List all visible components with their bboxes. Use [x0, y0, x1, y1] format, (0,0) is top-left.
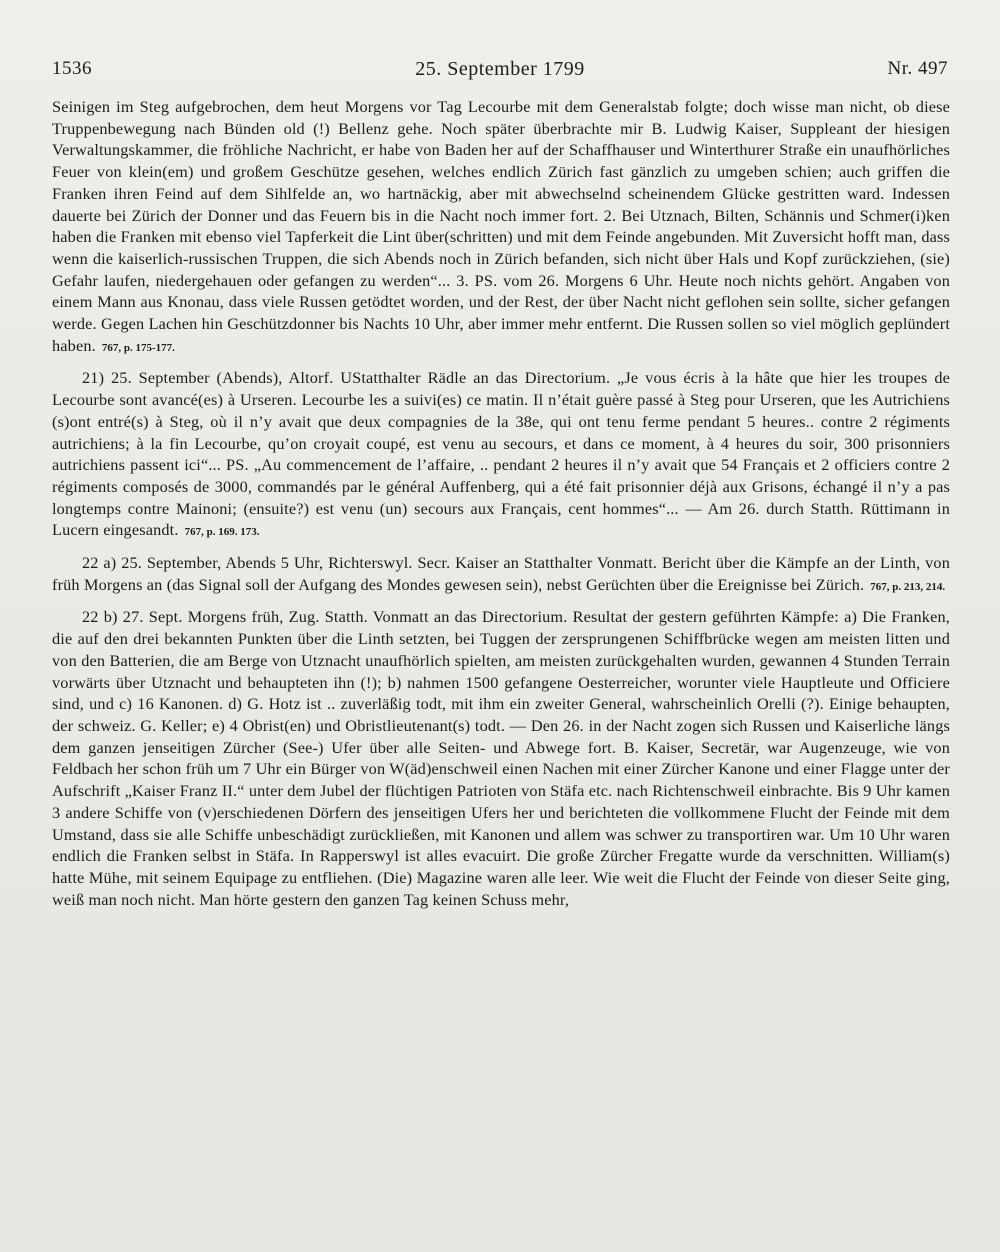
- entry-21: [52, 367, 950, 544]
- entry-text: 21) 25. September (Abends), Altorf. UStatthalter Rädle an das Directorium. „Je vous écris à la hâte que hier les troupes de Lecourbe sont avancé(es) à Urseren. Lecourbe les a suivi(es) ce matin. Il n’était guère passé à Steg pour Urseren, que les Autrichiens (s)ont entré(s) à Steg, où il n’y avait que deux compagnies de la 38e, qui ont tenu ferme pendant 5 heures.. contre 2 régiments autrichiens; à la fin Lecourbe, qu’on croyait coupé, est venu au secours, et dans ce moment, à 4 heures du soir, 300 prisonniers autrichiens passent ici“... PS. „Au commencement de l’affaire, .. pendant 2 heures il n’y avait que 54 Français et 2 officiers contre 2 régiments composés de 3000, commandés par le général Auffenberg, qui a été fait prisonnier déjà aux Grisons, échangé il n’y a pas longtemps contre Mainoni; (ensuite?) est venu (un) secours aux Français, cent hommes“... — Am 26. durch Statth. Rüttimann in Lucern eingesandt.: [52, 368, 950, 540]
- entry-22b: [52, 606, 950, 910]
- header-date: 25. September 1799: [415, 58, 585, 80]
- archive-reference: 767, p. 213, 214.: [870, 580, 946, 593]
- archive-reference: 767, p. 169. 173.: [184, 526, 260, 539]
- document-number: Nr. 497: [887, 58, 948, 79]
- entry-continued: [52, 96, 950, 359]
- page-header: [52, 58, 948, 88]
- entry-22a: [52, 552, 950, 598]
- page-number: 1536: [52, 58, 92, 79]
- entry-text: 22 a) 25. September, Abends 5 Uhr, Richterswyl. Secr. Kaiser an Statthalter Vonmatt. Bericht über die Kämpfe an der Linth, von früh Morgens an (das Signal soll der Aufgang des Mondes gewesen sein), nebst Gerüchten über die Ereignisse bei Zürich.: [52, 553, 950, 594]
- entry-text: 22 b) 27. Sept. Morgens früh, Zug. Statth. Vonmatt an das Directorium. Resultat der gestern geführten Kämpfe: a) Die Franken, die auf den drei bekannten Punkten über die Linth setzten, bei Tuggen der zersprungenen Schiffbrücke wegen am meisten litten und von den Batterien, die am Berge von Utznacht unaufhörlich spielten, am meisten zurückgehalten wurden, gewannen 4 Stunden Terrain vorwärts über Utznacht und behaupteten ihn (!); b) nahmen 1500 gefangene Oesterreicher, worunter viele Hauptleute und Officiere sind, und c) 16 Kanonen. d) G. Hotz ist .. zuverläßig todt, mit ihm ein zweiter General, wahrscheinlich Orelli (?). Einige behaupten, der schweiz. G. Keller; e) 4 Obrist(en) und Obristlieutenant(s) todt. — Den 26. in der Nacht zogen sich Russen und Kaiserliche längs dem ganzen jenseitigen Zürcher (See-) Ufer über alle Seiten- und Abwege fort. B. Kaiser, Secretär, war Augenzeuge, wie von Feldbach her schon früh um 7 Uhr ein Bürger von W(äd)enschweil einen Nachen mit einer Zürcher Kanone und einer Flagge unter der Aufschrift „Kaiser Franz II.“ unter dem Jubel der flüchtigen Patrioten von Stäfa etc. nach Richtenschweil einbrachte. Bis 9 Uhr kamen 3 andere Schiffe von (v)erschiedenen Dörfern des jenseitigen Ufers her und berichteten die vollkommene Flucht der Feinde mit dem Umstand, dass sie alle Schiffe unbeschädigt zurückließen, mit Kanonen und allem was schwer zu transportiren war. Um 10 Uhr waren endlich die Franken selbst in Stäfa. In Rapperswyl ist alles evacuirt. Die große Zürcher Fregatte wurde da verschnitten. William(s) hatte Mühe, mit seinem Equipage zu entfliehen. (Die) Magazine waren alle leer. Wie weit die Flucht der Feinde von dieser Seite ging, weiß man noch nicht. Man hörte gestern den ganzen Tag keinen Schuss mehr,: [52, 607, 950, 909]
- entry-text: Seinigen im Steg aufgebrochen, dem heut Morgens vor Tag Lecourbe mit dem Generalstab folgte; doch wisse man nicht, ob diese Truppenbewegung nach Bünden old (!) Bellenz gehe. Noch später überbrachte mir B. Ludwig Kaiser, Suppleant der hiesigen Verwaltungskammer, die fröhliche Nachricht, er habe von Baden her auf der Schaffhauser und Winterthurer Straße ein unaufhörliches Feuer von klein(em) und großem Geschütze gesehen, welches endlich Zürich fast gänzlich zu umgeben schien; auch griffen die Franken ihren Feind auf dem Sihlfelde an, wo hartnäckig, aber mit abwechselnd scheinendem Glücke gestritten ward. Indessen dauerte bei Zürich der Donner und das Feuern bis in die Nacht noch immer fort. 2. Bei Utznach, Bilten, Schännis und Schmer(i)ken haben die Franken mit ebenso viel Tapferkeit die Lint über(schritten) und mit dem Feinde angebunden. Mit Zuversicht hofft man, dass wenn die kaiserlich-russischen Truppen, die sich Abends noch in Zürich befanden, sich nicht über Hals und Kopf zurückziehen, (sie) Gefahr laufen, niedergehauen oder gefangen zu werden“... 3. PS. vom 26. Morgens 6 Uhr. Heute noch nichts gehört. Angaben von einem Mann aus Knonau, dass viele Russen getödtet worden, und der Rest, der über Nacht nicht geflohen sein sollte, sicher gefangen werde. Gegen Lachen hin Geschützdonner bis Nachts 10 Uhr, aber immer mehr entfernt. Die Russen sollen so viel möglich geplündert haben.: [52, 97, 950, 355]
- page-body: [52, 96, 950, 918]
- archive-reference: 767, p. 175-177.: [101, 341, 175, 354]
